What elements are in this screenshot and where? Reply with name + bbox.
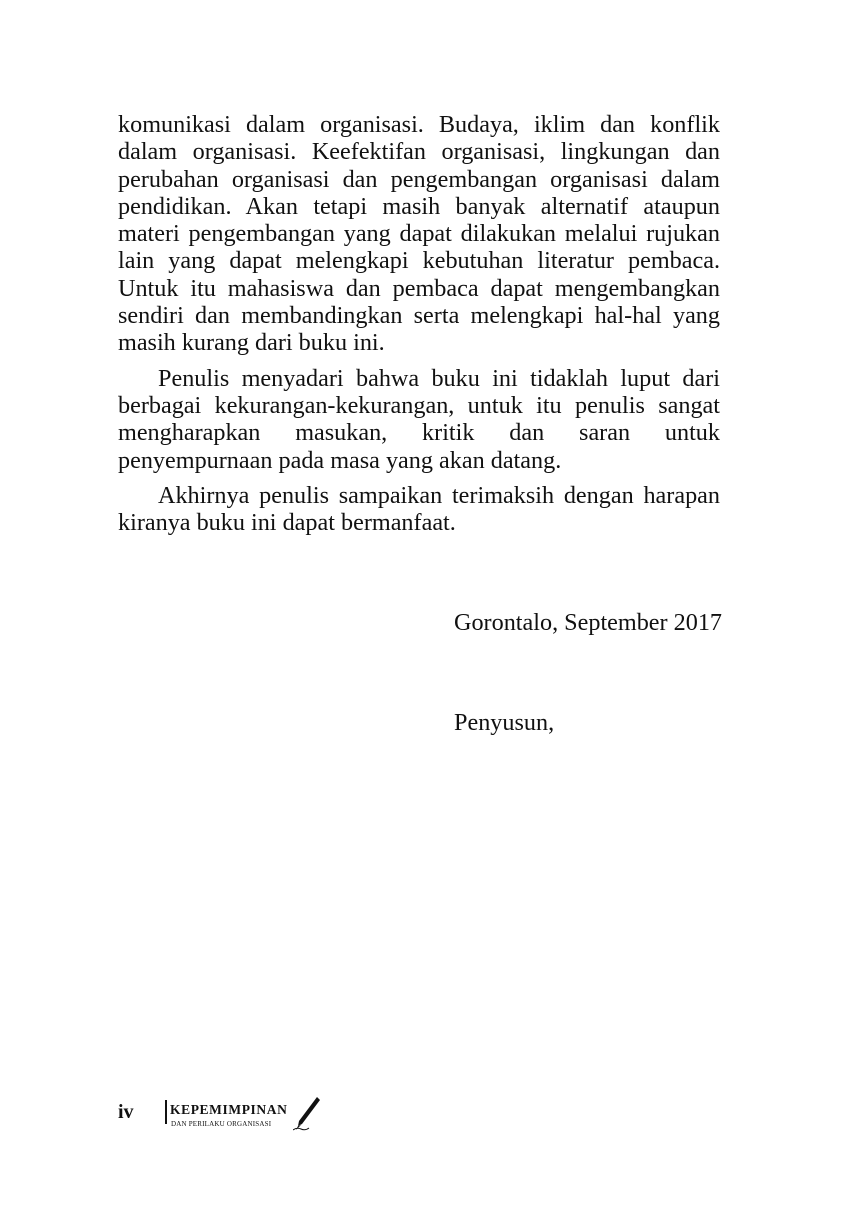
signature-author: Penyusun, (454, 709, 555, 736)
body-text (118, 111, 720, 536)
page-footer (118, 1096, 338, 1136)
logo-divider (165, 1100, 167, 1124)
signature-place-date: Gorontalo, September 2017 (454, 609, 723, 636)
page-number: iv (118, 1101, 134, 1123)
paragraph-apology: Penulis menyadari bahwa buku ini tidaklah luput dari berbagai kekurangan-kekurangan, untuk itu penulis sangat mengharapkan masukan, kritik dan saran untuk penyempurnaan pada masa yang akan datang. (118, 364, 720, 474)
paragraph-continuation: komunikasi dalam organisasi. Budaya, iklim dan konflik dalam organisasi. Keefektifan organisasi, lingkungan dan perubahan organisasi dan pengembangan organisasi dalam pendidikan. Akan tetapi masih banyak alternatif ataupun materi pengembangan yang dapat dilakukan melalui rujukan lain yang dapat melengkapi kebutuhan literatur pembaca. Untuk itu mahasiswa dan pembaca dapat mengembangkan sendiri dan membandingkan serta melengkapi hal-hal yang masih kurang dari buku ini. (118, 111, 720, 357)
paragraph-closing: Akhirnya penulis sampaikan terimaksih dengan harapan kiranya buku ini dapat bermanfaat. (118, 481, 720, 537)
pen-icon (293, 1096, 321, 1132)
book-logo (165, 1096, 325, 1136)
logo-title: KEPEMIMPINAN (170, 1102, 288, 1117)
logo-subtitle: DAN PERILAKU ORGANISASI (171, 1120, 272, 1128)
